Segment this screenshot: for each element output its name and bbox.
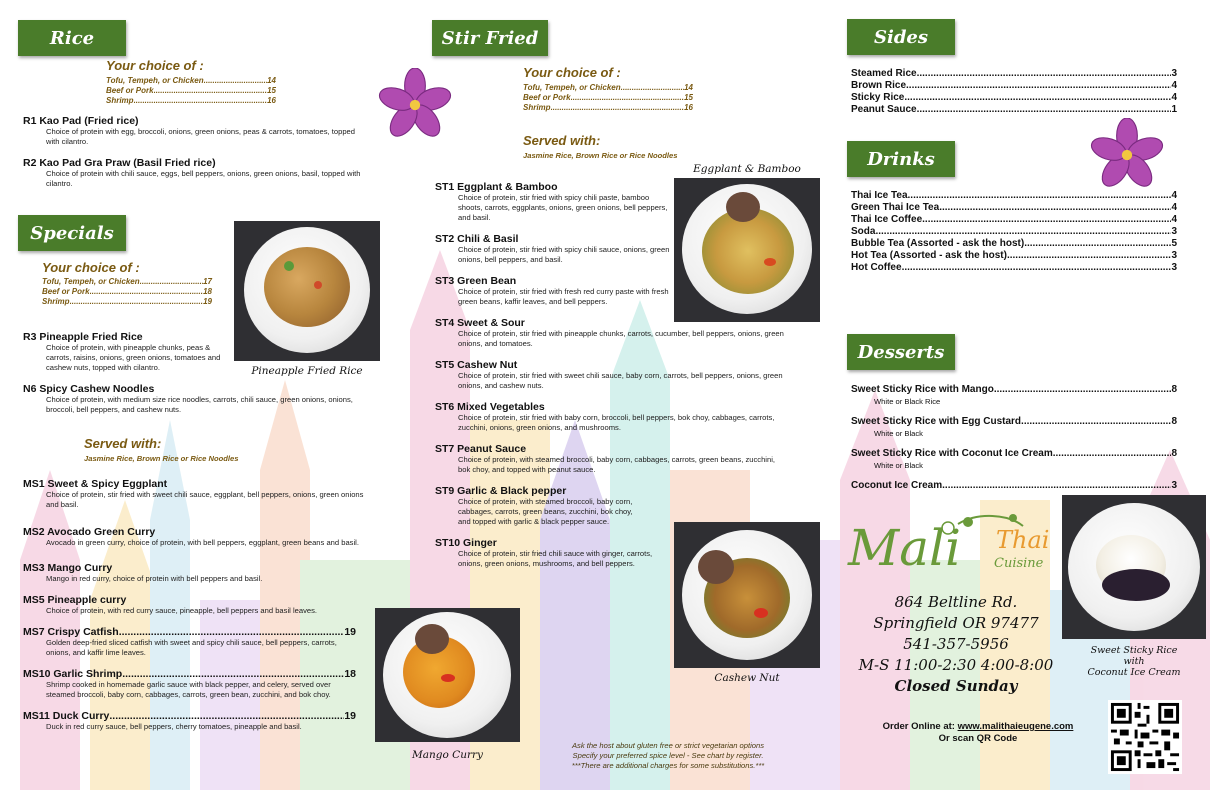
dessert-sub: White or Black: [874, 461, 923, 470]
order-label: Order Online at:: [882, 721, 958, 732]
specials-choice-row: [42, 287, 212, 297]
drink-item: Hot Coffee ..... 3: [851, 262, 1177, 274]
item-description: Choice of protein, with pineapple chunks, peas & carrots, raisins, onions, green onions, tomatoes and cashew nuts, topped with cilantro.: [46, 343, 221, 372]
menu-item-n6: [23, 383, 378, 415]
desserts-header: Desserts: [847, 334, 955, 370]
order-online: [850, 721, 1106, 745]
choice-name: Tofu, Tempeh, or Chicken: [42, 277, 140, 286]
item-description: Choice of protein, stir fried with pineapple chunks, carrots, cucumber, bell peppers, onions, green onions, and tomatoes.: [458, 329, 784, 348]
item-title: ST1 Eggplant & Bamboo: [435, 181, 558, 193]
logo-mali-text: Mali: [848, 519, 961, 577]
dessert-sub: White or Black Rice: [874, 397, 941, 406]
closed-day: Closed Sunday: [894, 677, 1018, 695]
menu-item-r1: [23, 115, 363, 147]
rice-choice-row: [106, 86, 276, 96]
choice-name: Beef or Pork: [106, 86, 154, 95]
item-title: MS1 Sweet & Spicy Eggplant: [23, 478, 168, 490]
item-title: ST2 Chili & Basil: [435, 233, 519, 245]
order-link[interactable]: www.malithaieugene.com: [957, 721, 1074, 732]
menu-item-r2: [23, 157, 373, 189]
menu-item-st9: [435, 485, 780, 527]
choice-price: 16: [267, 96, 276, 105]
stir-fried-choice-row: [523, 93, 693, 103]
mango-curry-photo: [375, 608, 520, 742]
item-description: Choice of protein, stir fried with spicy chili paste, bamboo shoots, carrots, eggplants, onions, green onions, bell peppers, and basil.: [458, 193, 668, 222]
dessert-item: Sweet Sticky Rice with Mango ..... 8: [851, 384, 1177, 396]
footnote-line: ***There are additional charges for some substitutions.***: [571, 761, 765, 770]
pineapple-fried-rice-photo: [234, 221, 380, 361]
address-line: 864 Beltline Rd.: [894, 593, 1018, 611]
flower-icon: [1090, 118, 1164, 192]
specials-header: Specials: [18, 215, 126, 251]
item-title: ST7 Peanut Sauce: [435, 443, 527, 455]
mali-thai-logo: [848, 512, 1058, 584]
item-title: ST4 Sweet & Sour: [435, 317, 525, 329]
specials-served-sub: Jasmine Rice, Brown Rice or Rice Noodles: [84, 454, 239, 463]
choice-name: Tofu, Tempeh, or Chicken: [106, 76, 204, 85]
item-description: Choice of protein with egg, broccoli, onions, green onions, peas & carrots, tomatoes, topped with cilantro.: [46, 127, 355, 146]
business-hours: M-S 11:00-2:30 4:00-8:00: [858, 656, 1054, 674]
eggplant-bamboo-photo: [674, 178, 820, 322]
specials-choice-heading: Your choice of :: [42, 260, 140, 275]
cashew-nut-caption: Cashew Nut: [714, 672, 780, 684]
stir-fried-served-heading: Served with:: [523, 133, 601, 148]
choice-price: 15: [684, 93, 693, 102]
item-title: R1 Kao Pad (Fried rice): [23, 115, 139, 127]
footnote: [518, 741, 818, 771]
menu-item-st10: [435, 537, 671, 569]
menu-item-ms10: [23, 668, 356, 700]
choice-name: Shrimp: [106, 96, 134, 105]
item-description: Avocado in green curry, choice of protein, with bell peppers, eggplant, green beans and basil.: [46, 538, 359, 547]
footnote-line: Ask the host about gluten free or strict vegetarian options: [571, 741, 765, 750]
caption-line: Coconut Ice Cream: [1087, 667, 1181, 678]
item-description: Golden deep-fried sliced catfish with sweet and spicy chili sauce, bell peppers, carrots, onions, and kaffir lime leaves.: [46, 638, 337, 657]
stir-fried-choice-heading: Your choice of :: [523, 65, 621, 80]
choice-price: 17: [203, 277, 212, 286]
rice-choice-row: [106, 76, 276, 86]
item-description: Choice of protein, stir fried with sweet chili sauce, eggplant, bell peppers, onions, green onions and basil.: [46, 490, 364, 509]
drinks-list: [851, 190, 1177, 274]
stir-fried-served-sub: Jasmine Rice, Brown Rice or Rice Noodles: [523, 151, 678, 160]
dessert-item: Sweet Sticky Rice with Egg Custard ..... 8: [851, 416, 1177, 428]
restaurant-address: [842, 592, 1070, 697]
item-description: Choice of protein, stir fried with fresh red curry paste with fresh green beans, kaffir leaves, and bell peppers.: [458, 287, 669, 306]
drink-item: Hot Tea (Assorted - ask the host) ..... 3: [851, 250, 1177, 262]
item-description: Choice of protein, stir fried with sweet chili sauce, baby corn, carrots, bell peppers, onions, green onions, and cashew nuts.: [458, 371, 783, 390]
address-line: Springfield OR 97477: [873, 614, 1039, 632]
item-description: Duck in red curry sauce, bell peppers, cherry tomatoes, pineapple and basil.: [46, 722, 302, 731]
drink-item: Soda ..... 3: [851, 226, 1177, 238]
menu-item-ms1: [23, 478, 368, 510]
item-description: Choice of protein, with red curry sauce, pineapple, bell peppers and basil leaves.: [46, 606, 318, 615]
item-description: Choice of protein, with steamed broccoli, baby corn, cabbages, carrots, green beans, zucchini, bok choy, and topped with garlic & black pepper sauce.: [458, 497, 633, 526]
caption-line: with: [1123, 656, 1145, 667]
flower-icon: [378, 68, 452, 142]
menu-item-r3: [23, 331, 233, 373]
item-description: Choice of protein, stir fried chili sauce with ginger, carrots, onions, green onions, mushrooms, and bell peppers.: [458, 549, 653, 568]
sides-list: [851, 68, 1177, 116]
choice-price: 14: [267, 76, 276, 85]
rice-choices: [106, 76, 276, 106]
specials-choice-row: [42, 277, 212, 287]
pineapple-fried-rice-caption: Pineapple Fried Rice: [251, 365, 363, 377]
desserts-list: [851, 384, 1177, 492]
stir-fried-choice-row: [523, 83, 693, 93]
rice-choice-row: [106, 96, 276, 106]
qr-code-icon[interactable]: [1108, 700, 1182, 774]
choice-price: 19: [203, 297, 212, 306]
menu-item-st3: [435, 275, 671, 307]
drinks-header: Drinks: [847, 141, 955, 177]
item-title: ST6 Mixed Vegetables: [435, 401, 545, 413]
item-title: MS3 Mango Curry: [23, 562, 113, 574]
stir-fried-choice-row: [523, 103, 693, 113]
cashew-nut-photo: [674, 522, 820, 668]
sweet-sticky-rice-photo: [1062, 495, 1206, 639]
side-item: Brown Rice ..... 4: [851, 80, 1177, 92]
menu-item-st6: [435, 401, 795, 433]
item-title: N6 Spicy Cashew Noodles: [23, 383, 155, 395]
dessert-item: Coconut Ice Cream ..... 3: [851, 480, 1177, 492]
item-title: MS2 Avocado Green Curry: [23, 526, 156, 538]
menu-item-ms5: [23, 594, 368, 616]
item-title: MS7 Crispy Catfish ..... 19: [23, 626, 356, 638]
menu-item-ms2: [23, 526, 368, 548]
item-description: Choice of protein with chili sauce, eggs, bell peppers, onions, green onions, basil, topped with cilantro.: [46, 169, 361, 188]
drink-item: Thai Ice Tea ..... 4: [851, 190, 1177, 202]
specials-served-heading: Served with:: [84, 436, 162, 451]
stir-fried-header: Stir Fried: [432, 20, 548, 56]
side-item: Sticky Rice ..... 4: [851, 92, 1177, 104]
sweet-sticky-rice-caption: [1062, 645, 1206, 678]
specials-choice-row: [42, 297, 212, 307]
choice-price: 16: [684, 103, 693, 112]
item-description: Choice of protein, stir fried with spicy chili sauce, onions, green onions, bell peppers, and basil.: [458, 245, 670, 264]
item-description: Choice of protein, with steamed broccoli, baby corn, cabbages, carrots, green beans, zucchini, bok choy, and topped with peanut sauce.: [458, 455, 775, 474]
rice-header: Rice: [18, 20, 126, 56]
item-title: ST9 Garlic & Black pepper: [435, 485, 567, 497]
drink-item: Thai Ice Coffee ..... 4: [851, 214, 1177, 226]
drink-item: Green Thai Ice Tea ..... 4: [851, 202, 1177, 214]
menu-item-st1: [435, 181, 671, 223]
specials-choices: [42, 277, 212, 307]
caption-line: Sweet Sticky Rice: [1090, 645, 1178, 656]
item-title: R3 Pineapple Fried Rice: [23, 331, 143, 343]
dessert-item: Sweet Sticky Rice with Coconut Ice Cream ..... 8: [851, 448, 1177, 460]
choice-name: Tofu, Tempeh, or Chicken: [523, 83, 621, 92]
item-description: Choice of protein, with medium size rice noodles, carrots, chili sauce, green onions, onions, broccoli, bell peppers, and cashew nuts.: [46, 395, 353, 414]
menu-item-ms3: [23, 562, 368, 584]
footnote-line: Specify your preferred spice level - See chart by register.: [572, 751, 764, 760]
item-title: R2 Kao Pad Gra Praw (Basil Fried rice): [23, 157, 216, 169]
drink-item: Bubble Tea (Assorted - ask the host) ..... 5: [851, 238, 1177, 250]
item-title: ST5 Cashew Nut: [435, 359, 518, 371]
dessert-sub: White or Black: [874, 429, 923, 438]
phone-number: 541-357-5956: [903, 635, 1009, 653]
item-title: ST3 Green Bean: [435, 275, 517, 287]
mango-curry-caption: Mango Curry: [412, 749, 483, 761]
item-description: Shrimp cooked in homemade garlic sauce with black pepper, and celery, served over steamed broccoli, baby corn, cabbages, carrots, green bean, zucchini, and bok choy.: [46, 680, 331, 699]
side-item: Peanut Sauce ..... 1: [851, 104, 1177, 116]
item-description: Choice of protein, stir fried with baby corn, broccoli, bell peppers, bok choy, cabbages, carrots, zucchini, onions, green onions, and mushrooms.: [458, 413, 775, 432]
item-title: MS10 Garlic Shrimp ..... 18: [23, 668, 356, 680]
stir-fried-choices: [523, 83, 693, 113]
item-title: ST10 Ginger: [435, 537, 497, 549]
menu-item-ms11: [23, 710, 356, 732]
menu-item-st4: [435, 317, 795, 349]
choice-name: Shrimp: [523, 103, 551, 112]
choice-name: Beef or Pork: [42, 287, 90, 296]
eggplant-bamboo-caption: Eggplant & Bamboo: [693, 163, 801, 175]
menu-item-st5: [435, 359, 795, 391]
menu-item-st7: [435, 443, 780, 475]
side-item: Steamed Rice ..... 3: [851, 68, 1177, 80]
choice-price: 15: [267, 86, 276, 95]
menu-item-ms7: [23, 626, 356, 658]
order-scan-text: Or scan QR Code: [938, 733, 1018, 744]
choice-price: 14: [684, 83, 693, 92]
sides-header: Sides: [847, 19, 955, 55]
rice-choice-heading: Your choice of :: [106, 58, 204, 73]
choice-name: Shrimp: [42, 297, 70, 306]
menu-item-st2: [435, 233, 671, 265]
logo-cuisine-text: Cuisine: [994, 556, 1044, 571]
item-title: MS5 Pineapple curry: [23, 594, 127, 606]
logo-thai-text: Thai: [996, 526, 1050, 554]
choice-name: Beef or Pork: [523, 93, 571, 102]
item-title: MS11 Duck Curry ..... 19: [23, 710, 356, 722]
choice-price: 18: [203, 287, 212, 296]
item-description: Mango in red curry, choice of protein with bell peppers and basil.: [46, 574, 263, 583]
